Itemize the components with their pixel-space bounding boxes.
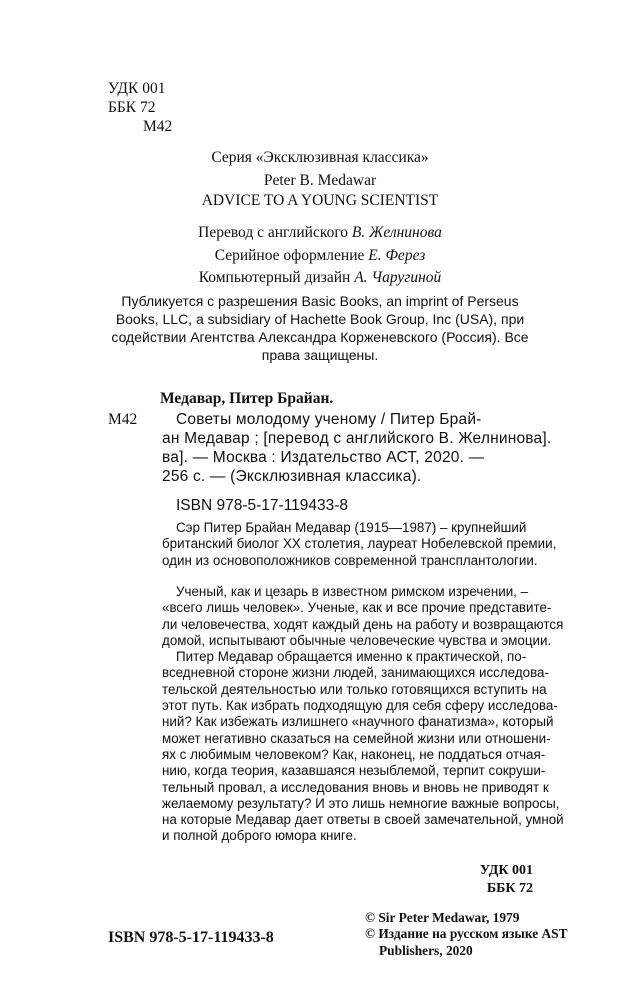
abstract-line: ний? Как избежать излишнего «научного фанатизма», который: [162, 714, 554, 730]
credit-translator: [108, 223, 532, 242]
series-line: Серия «Эксклюзивная классика»: [211, 149, 429, 166]
bio-line: Сэр Питер Брайан Медавар (1915—1987) – крупнейший: [176, 520, 527, 535]
abstract-line: желаемому результату? И это лишь немногие важные вопросы,: [162, 795, 560, 811]
credit-translator-prefix: Перевод с английского: [198, 224, 352, 241]
abstract-line: домой, испытывают обычные человеческие чувства и эмоции.: [162, 632, 552, 648]
abstract-block: [162, 584, 564, 845]
catalog-line: 256 с. — (Эксклюзивная классика).: [162, 468, 422, 485]
bio-line: один из основоположников современной трансплантологии.: [162, 552, 538, 568]
rights-line: Books, LLC, a subsidiary of Hachette Book Group, Inc (USA), при: [115, 311, 525, 327]
rights-line: Публикуется с разрешения Basic Books, an imprint of Perseus: [121, 293, 519, 309]
udk-code: УДК 001: [108, 80, 166, 97]
author-mark: М42: [143, 118, 173, 135]
catalog-line: ва]. — Москва : Издательство АСТ, 2020. —: [162, 449, 485, 466]
copyright-line: © Издание на русском языке AST: [365, 926, 568, 942]
credit-series-design: [108, 246, 532, 265]
bio-block: [162, 520, 557, 569]
credit-series-design-prefix: Серийное оформление: [214, 247, 369, 264]
bio-line: британский биолог XX столетия, лауреат Нобелевской премии,: [162, 536, 557, 552]
credit-computer-design: [108, 268, 532, 287]
abstract-line: этот путь. Как избрать подходящую для себя сферу исследова-: [162, 698, 558, 714]
catalog-heading: Медавар, Питер Брайан.: [160, 390, 334, 407]
copyright-block: [365, 910, 568, 959]
original-author: Peter B. Medawar: [263, 172, 377, 189]
credit-computer-design-prefix: Компьютерный дизайн: [198, 269, 355, 286]
abstract-line: тельской деятельностью или только готовящихся вступить на: [162, 681, 547, 697]
abstract-line: ях с любимым человеком? Как, наконец, не поддаться отчая-: [162, 746, 546, 762]
copyright-line: © Sir Peter Medawar, 1979: [365, 910, 520, 925]
footer-bbk: ББК 72: [486, 881, 533, 896]
catalog-isbn: ISBN 978-5-17-119433-8: [176, 497, 349, 514]
credit-series-design-name: Е. Ферез: [368, 247, 426, 264]
abstract-line: тельный провал, а исследования вновь и вновь не приводят к: [162, 779, 549, 795]
credit-translator-name: В. Желнинова: [351, 224, 442, 241]
copyright-line: Publishers, 2020: [379, 942, 473, 958]
abstract-line: «всего лишь человек». Ученые, как и все прочие представите-: [162, 600, 552, 616]
abstract-line: Питер Медавар обращается именно к практической, по-: [176, 649, 527, 665]
abstract-line: и полной доброго юмора книге.: [162, 828, 357, 844]
abstract-line: нию, когда теория, казавшаяся незыблемой, терпит сокруши-: [162, 763, 546, 779]
rights-line: права защищены.: [261, 347, 379, 363]
catalog-description: [162, 410, 552, 486]
rights-line: содействии Агентства Александра Корженевского (Россия). Все: [111, 329, 529, 345]
credit-computer-design-name: А. Чаругиной: [354, 269, 442, 286]
abstract-line: Ученый, как и цезарь в известном римском изречении, –: [176, 584, 529, 599]
rights-notice: [108, 292, 532, 364]
bbk-code: ББК 72: [108, 99, 156, 116]
catalog-line: Советы молодому ученому / Питер Брай-: [176, 411, 482, 428]
abstract-line: вседневной стороне жизни людей, занимающихся исследова-: [162, 665, 549, 681]
footer-udk: УДК 001: [479, 863, 533, 878]
abstract-line: может негативно сказаться на семейной жизни или отношени-: [162, 730, 551, 746]
catalog-line: ан Медавар ; [перевод с английского В. Желнинова].: [162, 430, 552, 447]
original-title: ADVICE TO A YOUNG SCIENTIST: [201, 192, 439, 209]
footer-isbn: ISBN 978-5-17-119433-8: [108, 929, 274, 946]
abstract-line: на которые Медавар дает ответы в своей замечательной, умной: [162, 812, 564, 828]
catalog-mark: М42: [108, 411, 138, 428]
abstract-line: ли человечества, ходят каждый день на работу и возвращаются: [162, 616, 564, 632]
